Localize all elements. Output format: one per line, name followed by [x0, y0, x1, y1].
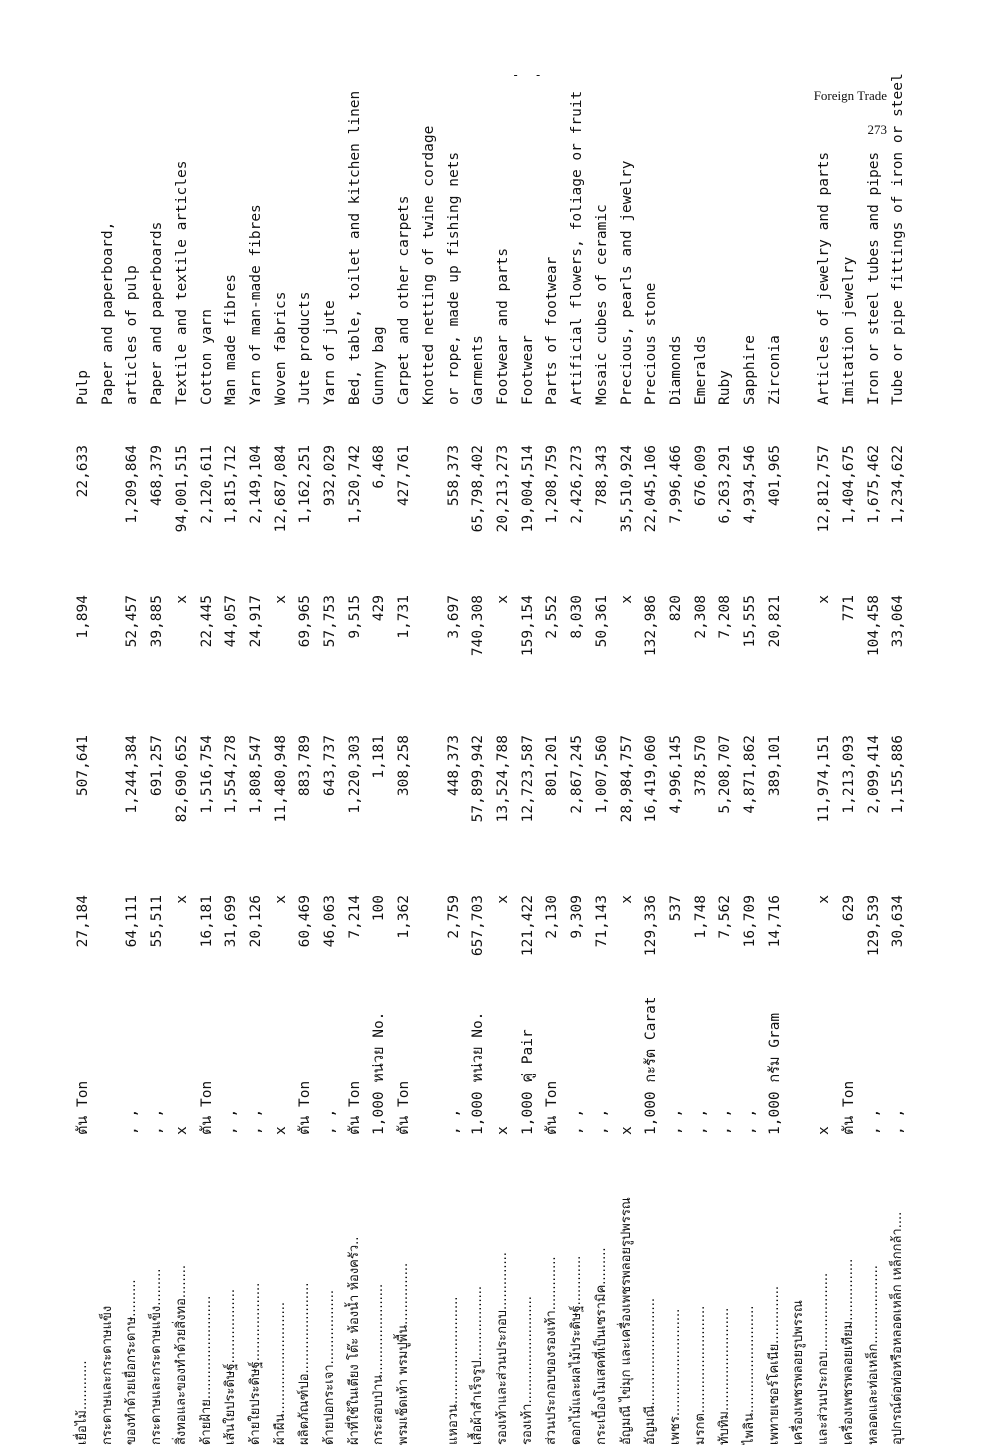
row-value-2: 12,687,084 [272, 445, 289, 533]
row-thai-label: แหอวน.......................... [445, 1296, 461, 1445]
row-quantity-1: 60,469 [297, 895, 314, 948]
row-quantity-1: 30,634 [890, 895, 907, 948]
running-header-title: Foreign Trade [813, 88, 887, 103]
row-thai-label: ดอกไม้และผลไม้ประดิษฐ์............ [569, 1255, 585, 1445]
row-value-1: 448,373 [445, 735, 462, 797]
row-value-2: 12,812,757 [816, 445, 833, 533]
row-quantity-1: 129,539 [865, 895, 882, 957]
row-english-label: Carpet and other carpets [396, 195, 413, 405]
row-thai-label: กระดาษและกระดาษแข็ง [99, 1305, 115, 1445]
row-quantity-1: x [272, 895, 289, 904]
row-unit: , , [865, 1108, 882, 1135]
row-unit: 1,000 คู่ Pair [519, 1029, 536, 1135]
row-quantity-2: 69,965 [297, 595, 314, 648]
row-unit: , , [717, 1108, 734, 1135]
row-unit: , , [322, 1108, 339, 1135]
row-unit: x [495, 1126, 511, 1135]
row-english-label: Imitation jewelry [840, 256, 857, 405]
row-quantity-2: 740,308 [470, 595, 487, 657]
table-row [119, 145, 145, 1445]
row-value-1: 883,789 [297, 735, 314, 797]
row-quantity-2: x [816, 595, 833, 604]
row-english-label: Artificial flowers, foliage or fruit [569, 90, 586, 405]
row-thai-label: เครื่องเพชรพลอยเทียม............... [840, 1258, 856, 1445]
row-english-label: Textile and textile articles [173, 160, 190, 405]
row-thai-label: กระดาษและกระดาษแข็ง......... [149, 1268, 165, 1445]
row-value-2: 19,004,514 [519, 445, 536, 533]
table-row [169, 145, 195, 1445]
table-row [663, 145, 689, 1445]
row-value-1: 12,723,587 [519, 735, 536, 823]
row-quantity-1: 129,336 [643, 895, 660, 957]
row-thai-label: เพทายเซอร์โคเนีย.............. [766, 1285, 782, 1445]
row-value-2: 22,633 [75, 445, 91, 498]
table-row [589, 145, 615, 1445]
row-quantity-2: 104,458 [865, 595, 882, 657]
row-quantity-1: 1,748 [692, 895, 709, 939]
row-quantity-2: 22,445 [198, 595, 215, 648]
table-row [515, 145, 541, 1445]
row-english-label: Gunny bag [371, 326, 388, 405]
row-value-2: 932,029 [322, 445, 339, 507]
row-value-1: 1,244,384 [124, 735, 141, 814]
row-thai-label: พรมเช็ดเท้า พรมปูพื้น............... [396, 1262, 412, 1445]
table-row [688, 145, 714, 1445]
row-quantity-2: 2,552 [544, 595, 561, 639]
row-english-label: Yarn of man-made fibres [247, 204, 264, 405]
row-english-label: Footwear [519, 335, 536, 405]
row-value-2: 1,162,251 [297, 445, 314, 524]
row-quantity-2: 8,030 [569, 595, 586, 639]
table-row [762, 145, 788, 1445]
row-thai-label: เยื่อไม้............ [75, 1360, 90, 1445]
print-specks: - - [512, 68, 546, 82]
row-unit: , , [149, 1108, 166, 1135]
row-quantity-1: x [618, 895, 635, 904]
table-row [638, 145, 664, 1445]
row-quantity-1: 121,422 [519, 895, 536, 957]
row-quantity-1: 46,063 [322, 895, 339, 948]
row-english-label: Woven fabrics [272, 291, 289, 405]
row-quantity-2: 44,057 [223, 595, 240, 648]
row-english-label: Ruby [717, 370, 734, 405]
row-quantity-2: 1,894 [75, 595, 91, 639]
row-english-label: Paper and paperboard, [99, 221, 116, 405]
row-quantity-1: x [173, 895, 190, 904]
row-english-label: Garments [470, 335, 487, 405]
row-unit: , , [742, 1108, 759, 1135]
table-row [786, 145, 812, 1445]
row-value-2: 65,798,402 [470, 445, 487, 533]
row-english-label: Precious, pearls and jewelry [618, 160, 635, 405]
row-quantity-2: 132,986 [643, 595, 660, 657]
row-quantity-1: x [816, 895, 833, 904]
row-value-1: 16,419,060 [643, 735, 660, 823]
table-row [317, 145, 343, 1445]
row-value-2: 788,343 [593, 445, 610, 507]
row-english-label: Sapphire [742, 335, 759, 405]
row-value-2: 2,120,611 [198, 445, 215, 524]
row-value-2: 1,520,742 [346, 445, 363, 524]
row-unit: x [173, 1126, 190, 1135]
table-row [737, 145, 763, 1445]
row-english-label: Man made fibres [223, 274, 240, 405]
row-unit: , , [569, 1108, 586, 1135]
row-unit: , , [593, 1108, 610, 1135]
row-value-1: 378,570 [692, 735, 709, 797]
row-value-1: 1,007,560 [593, 735, 610, 814]
row-unit: 1,000 หน่วย No. [371, 1011, 388, 1135]
row-value-2: 468,379 [149, 445, 166, 507]
row-unit: ตัน Ton [198, 1080, 215, 1135]
row-value-1: 28,984,757 [618, 735, 635, 823]
table-row [712, 145, 738, 1445]
row-value-1: 11,480,948 [272, 735, 289, 823]
row-value-1: 507,641 [75, 735, 91, 797]
row-quantity-2: 159,154 [519, 595, 536, 657]
row-quantity-1: x [495, 895, 511, 904]
row-quantity-1: 55,511 [149, 895, 166, 948]
table-row [416, 125, 442, 1445]
row-value-2: 1,234,622 [890, 445, 907, 524]
row-english-label: articles of pulp [124, 265, 141, 405]
row-english-label: Emeralds [692, 335, 709, 405]
row-quantity-2: x [495, 595, 511, 604]
row-english-label: Bed, table, toilet and kitchen linen [346, 90, 363, 405]
row-english-label: Zirconia [766, 335, 783, 405]
row-unit: , , [247, 1108, 264, 1135]
row-quantity-2: 39,885 [149, 595, 166, 648]
table-row [539, 145, 565, 1445]
row-thai-label: ด้ายฝ้าย......................... [198, 1295, 214, 1445]
row-value-2: 558,373 [445, 445, 462, 507]
row-unit: 1,000 กะรัต Carat [643, 996, 660, 1135]
row-value-2: 401,965 [766, 445, 783, 507]
row-quantity-2: 57,753 [322, 595, 339, 648]
row-english-label: Footwear and parts [495, 247, 511, 405]
row-quantity-1: 16,709 [742, 895, 759, 948]
row-unit: x [816, 1126, 833, 1135]
table-row [218, 145, 244, 1445]
row-thai-label: สิ่งทอและของทำด้วยสิ่งทอ........ [173, 1265, 189, 1445]
row-value-1: 691,257 [149, 735, 166, 797]
row-thai-label: รองเท้าและส่วนประกอบ.............. [495, 1252, 510, 1445]
page-number: 273 [867, 122, 887, 137]
table-row [366, 145, 392, 1445]
row-quantity-1: 7,562 [717, 895, 734, 939]
row-english-label: Iron or steel tubes and pipes [865, 151, 882, 405]
row-quantity-1: 657,703 [470, 895, 487, 957]
row-thai-label: อุปกรณ์ต่อท่อหรือหลอดเหล็ก เหล็กกล้า.... [890, 1211, 906, 1445]
row-unit: ตัน Ton [297, 1080, 314, 1135]
row-quantity-1: 2,759 [445, 895, 462, 939]
row-unit: 1,000 หน่วย No. [470, 1011, 487, 1135]
row-value-2: 1,209,864 [124, 445, 141, 524]
row-quantity-2: 3,697 [445, 595, 462, 639]
row-value-2: 7,996,466 [667, 445, 684, 524]
table-row [490, 145, 516, 1445]
row-value-2: 6,468 [371, 445, 388, 489]
row-thai-label: ไพลิน.......................... [742, 1305, 758, 1445]
row-quantity-2: 20,821 [766, 595, 783, 648]
row-quantity-2: 820 [667, 595, 684, 622]
row-unit: x [272, 1126, 289, 1135]
row-thai-label: เครื่องเพชรพลอยรูปพรรณ [791, 1300, 807, 1445]
row-english-label: Knotted netting of twine cordage [420, 125, 437, 405]
table-row [861, 145, 887, 1445]
row-value-1: 801,201 [544, 735, 561, 797]
row-quantity-1: 64,111 [124, 895, 141, 948]
row-value-1: 643,737 [322, 735, 339, 797]
row-quantity-1: 14,716 [766, 895, 783, 948]
row-value-2: 6,263,291 [717, 445, 734, 524]
row-quantity-1: 27,184 [75, 895, 91, 948]
row-quantity-2: x [618, 595, 635, 604]
row-value-1: 5,208,707 [717, 735, 734, 814]
table-row [564, 90, 590, 1445]
row-value-1: 1,181 [371, 735, 388, 779]
row-thai-label: เสื้อผ้าสำเร็จรูป.................. [470, 1286, 486, 1445]
table-row [391, 145, 417, 1445]
row-thai-label: กระสอบป่าน...................... [371, 1283, 387, 1445]
row-value-2: 35,510,924 [618, 445, 635, 533]
row-value-2: 676,009 [692, 445, 709, 507]
row-english-label: Paper and paperboards [149, 221, 166, 405]
table-row [836, 145, 862, 1445]
row-quantity-2: 429 [371, 595, 388, 622]
row-quantity-1: 31,699 [223, 895, 240, 948]
row-value-2: 4,934,546 [742, 445, 759, 524]
row-quantity-1: 9,309 [569, 895, 586, 939]
row-quantity-1: 2,130 [544, 895, 561, 939]
row-quantity-1: 71,143 [593, 895, 610, 948]
row-unit: ตัน Ton [75, 1080, 91, 1135]
row-value-1: 1,220,303 [346, 735, 363, 814]
row-quantity-1: 537 [667, 895, 684, 922]
row-value-1: 1,213,093 [840, 735, 857, 814]
row-thai-label: ผ้าที่ใช้ในเตียง โต๊ะ ห้องน้ำ ห้องครัว.. [346, 1236, 362, 1445]
row-quantity-2: x [272, 595, 289, 604]
row-unit: , , [667, 1108, 684, 1135]
row-english-label: Articles of jewelry and parts [816, 151, 833, 405]
row-value-1: 1,516,754 [198, 735, 215, 814]
row-unit: ตัน Ton [396, 1080, 413, 1135]
table-row [342, 90, 368, 1445]
row-quantity-2: x [173, 595, 190, 604]
row-value-1: 389,101 [766, 735, 783, 797]
row-unit: ตัน Ton [544, 1080, 561, 1135]
row-unit: , , [445, 1108, 462, 1135]
row-unit: , , [223, 1108, 240, 1135]
row-english-label: Pulp [75, 370, 91, 405]
table-row [811, 145, 837, 1445]
row-quantity-2: 771 [840, 595, 857, 622]
row-thai-label: เส้นใยประดิษฐ์.................. [223, 1288, 239, 1445]
row-value-1: 4,996,145 [667, 735, 684, 814]
row-thai-label: กระเบื้องโมเสคที่เป็นเซรามิค......... [593, 1247, 609, 1445]
row-thai-label: อัญมณี ไข่มุก และเครื่องเพชรพลอยรูปพรรณ [618, 1197, 634, 1445]
row-thai-label: และส่วนประกอบ................... [816, 1272, 832, 1445]
row-value-2: 1,208,759 [544, 445, 561, 524]
table-row [614, 145, 640, 1445]
row-quantity-2: 9,515 [346, 595, 363, 639]
table-row [292, 145, 318, 1445]
table-row [465, 145, 491, 1445]
row-english-label: Diamonds [667, 335, 684, 405]
row-quantity-2: 52,457 [124, 595, 141, 648]
row-value-2: 94,001,515 [173, 445, 190, 533]
row-value-1: 2,867,245 [569, 735, 586, 814]
row-value-1: 1,155,886 [890, 735, 907, 814]
row-value-1: 11,974,151 [816, 735, 833, 823]
row-value-1: 82,690,652 [173, 735, 190, 823]
row-quantity-2: 1,731 [396, 595, 413, 639]
row-thai-label: ทับทิม......................... [717, 1307, 733, 1445]
row-english-label: or rope, made up fishing nets [445, 151, 462, 405]
row-value-1: 4,871,862 [742, 735, 759, 814]
row-english-label: Jute products [297, 291, 314, 405]
row-quantity-1: 20,126 [247, 895, 264, 948]
row-english-label: Tube or pipe fittings of iron or steel [890, 73, 907, 405]
row-thai-label: เพชร.......................... [667, 1308, 683, 1445]
row-thai-label: อัญมณี.......................... [643, 1298, 659, 1445]
row-english-label: Cotton yarn [198, 308, 215, 405]
row-quantity-1: 1,362 [396, 895, 413, 939]
row-quantity-1: 16,181 [198, 895, 215, 948]
row-value-2: 1,404,675 [840, 445, 857, 524]
row-unit: ตัน Ton [346, 1080, 363, 1135]
row-quantity-1: 7,214 [346, 895, 363, 939]
row-value-2: 1,675,462 [865, 445, 882, 524]
row-value-1: 1,554,278 [223, 735, 240, 814]
row-unit: , , [692, 1108, 709, 1135]
row-quantity-2: 15,555 [742, 595, 759, 648]
row-unit: x [618, 1126, 635, 1135]
row-thai-label: มรกต.......................... [692, 1305, 708, 1445]
row-value-2: 1,815,712 [223, 445, 240, 524]
row-english-label: Parts of footwear [544, 256, 561, 405]
row-quantity-2: 7,208 [717, 595, 734, 639]
row-quantity-2: 2,308 [692, 595, 709, 639]
row-thai-label: ผ้าผืน........................... [272, 1302, 288, 1445]
table-row [441, 145, 467, 1445]
row-unit: , , [124, 1108, 141, 1135]
row-value-1: 57,899,942 [470, 735, 487, 823]
row-english-label: Precious stone [643, 282, 660, 405]
table-row [268, 145, 294, 1445]
table-row [194, 145, 220, 1445]
row-thai-label: ด้ายปอกระเจา.................. [322, 1290, 338, 1445]
row-quantity-1: 100 [371, 895, 388, 922]
row-value-2: 22,045,106 [643, 445, 660, 533]
row-value-2: 2,149,104 [247, 445, 264, 524]
table-row [70, 145, 96, 1445]
row-quantity-2: 50,361 [593, 595, 610, 648]
row-thai-label: รองเท้า.......................... [519, 1296, 535, 1445]
row-value-2: 427,761 [396, 445, 413, 507]
table-row [243, 145, 269, 1445]
row-thai-label: ด้ายใยประดิษฐ์................... [247, 1282, 263, 1445]
row-thai-label: ผลิตภัณฑ์ปอ...................... [297, 1282, 313, 1445]
table-row [144, 145, 170, 1445]
row-unit: ตัน Ton [840, 1080, 857, 1135]
row-thai-label: หลอดและท่อเหล็ก................... [865, 1265, 881, 1445]
row-english-label: Yarn of jute [322, 300, 339, 405]
row-english-label: Mosaic cubes of ceramic [593, 204, 610, 405]
row-value-2: 2,426,273 [569, 445, 586, 524]
row-unit: , , [890, 1108, 907, 1135]
row-quantity-2: 33,064 [890, 595, 907, 648]
row-value-1: 308,258 [396, 735, 413, 797]
row-value-1: 2,099,414 [865, 735, 882, 814]
row-quantity-2: 24,917 [247, 595, 264, 648]
row-value-1: 1,808,547 [247, 735, 264, 814]
table-row [885, 73, 911, 1445]
row-value-1: 13,524,788 [495, 735, 511, 823]
row-thai-label: ของทำด้วยเยื่อกระดาษ......... [124, 1279, 140, 1445]
row-value-2: 20,213,273 [495, 445, 511, 533]
row-thai-label: ส่วนประกอบของรองเท้า............. [544, 1256, 560, 1445]
row-unit: 1,000 กรัม Gram [766, 1012, 783, 1135]
table-row [95, 145, 121, 1445]
row-quantity-1: 629 [840, 895, 857, 922]
